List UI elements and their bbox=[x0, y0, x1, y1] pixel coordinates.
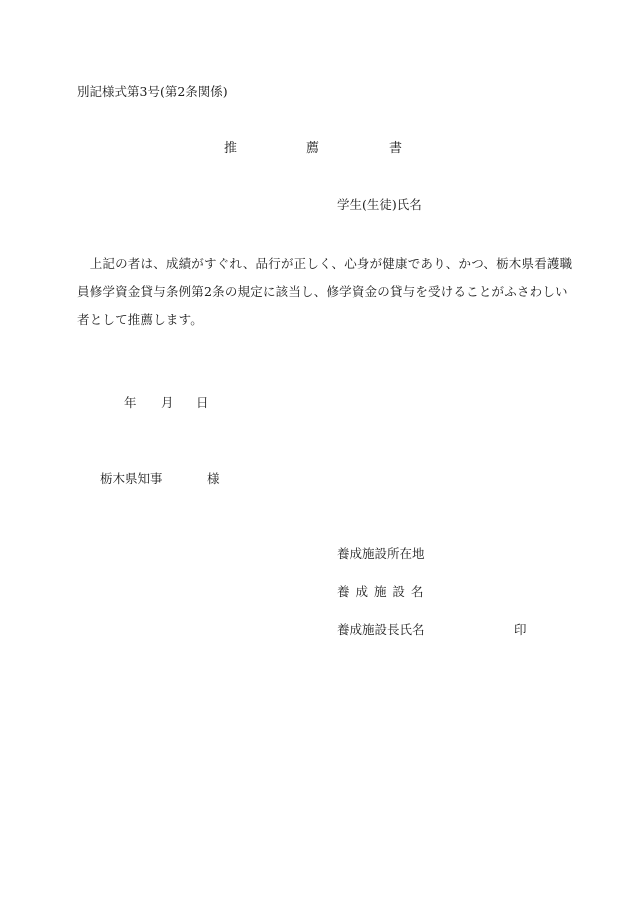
facility-address-label: 養成施設所在地 bbox=[337, 546, 425, 561]
body-line-2: 員修学資金貸与条例第2条の規定に該当し、修学資金の貸与を受けることがふさわしい bbox=[77, 284, 568, 299]
date-year-label: 年 bbox=[124, 395, 137, 410]
date-day-label: 日 bbox=[196, 395, 209, 410]
body-line-1: 上記の者は、成績がすぐれ、品行が正しく、心身が健康であり、かつ、栃木県看護職 bbox=[77, 256, 573, 271]
title-char-2: 薦 bbox=[306, 141, 320, 156]
document-title bbox=[0, 142, 630, 158]
addressee-label: 栃木県知事 bbox=[100, 471, 163, 486]
seal-mark: 印 bbox=[514, 622, 527, 637]
facility-name-label: 養 成 施 設 名 bbox=[337, 584, 425, 599]
title-char-3: 書 bbox=[389, 141, 403, 156]
student-name-label: 学生(生徒)氏名 bbox=[337, 197, 422, 212]
facility-head-label: 養成施設長氏名 bbox=[337, 622, 425, 637]
date-month-label: 月 bbox=[161, 395, 174, 410]
title-char-1: 推 bbox=[224, 141, 238, 156]
recommendation-body bbox=[77, 256, 573, 342]
form-number-label: 別記様式第3号(第2条関係) bbox=[77, 84, 228, 99]
honorific-label: 様 bbox=[207, 471, 220, 486]
body-line-3: 者として推薦します。 bbox=[77, 312, 204, 327]
